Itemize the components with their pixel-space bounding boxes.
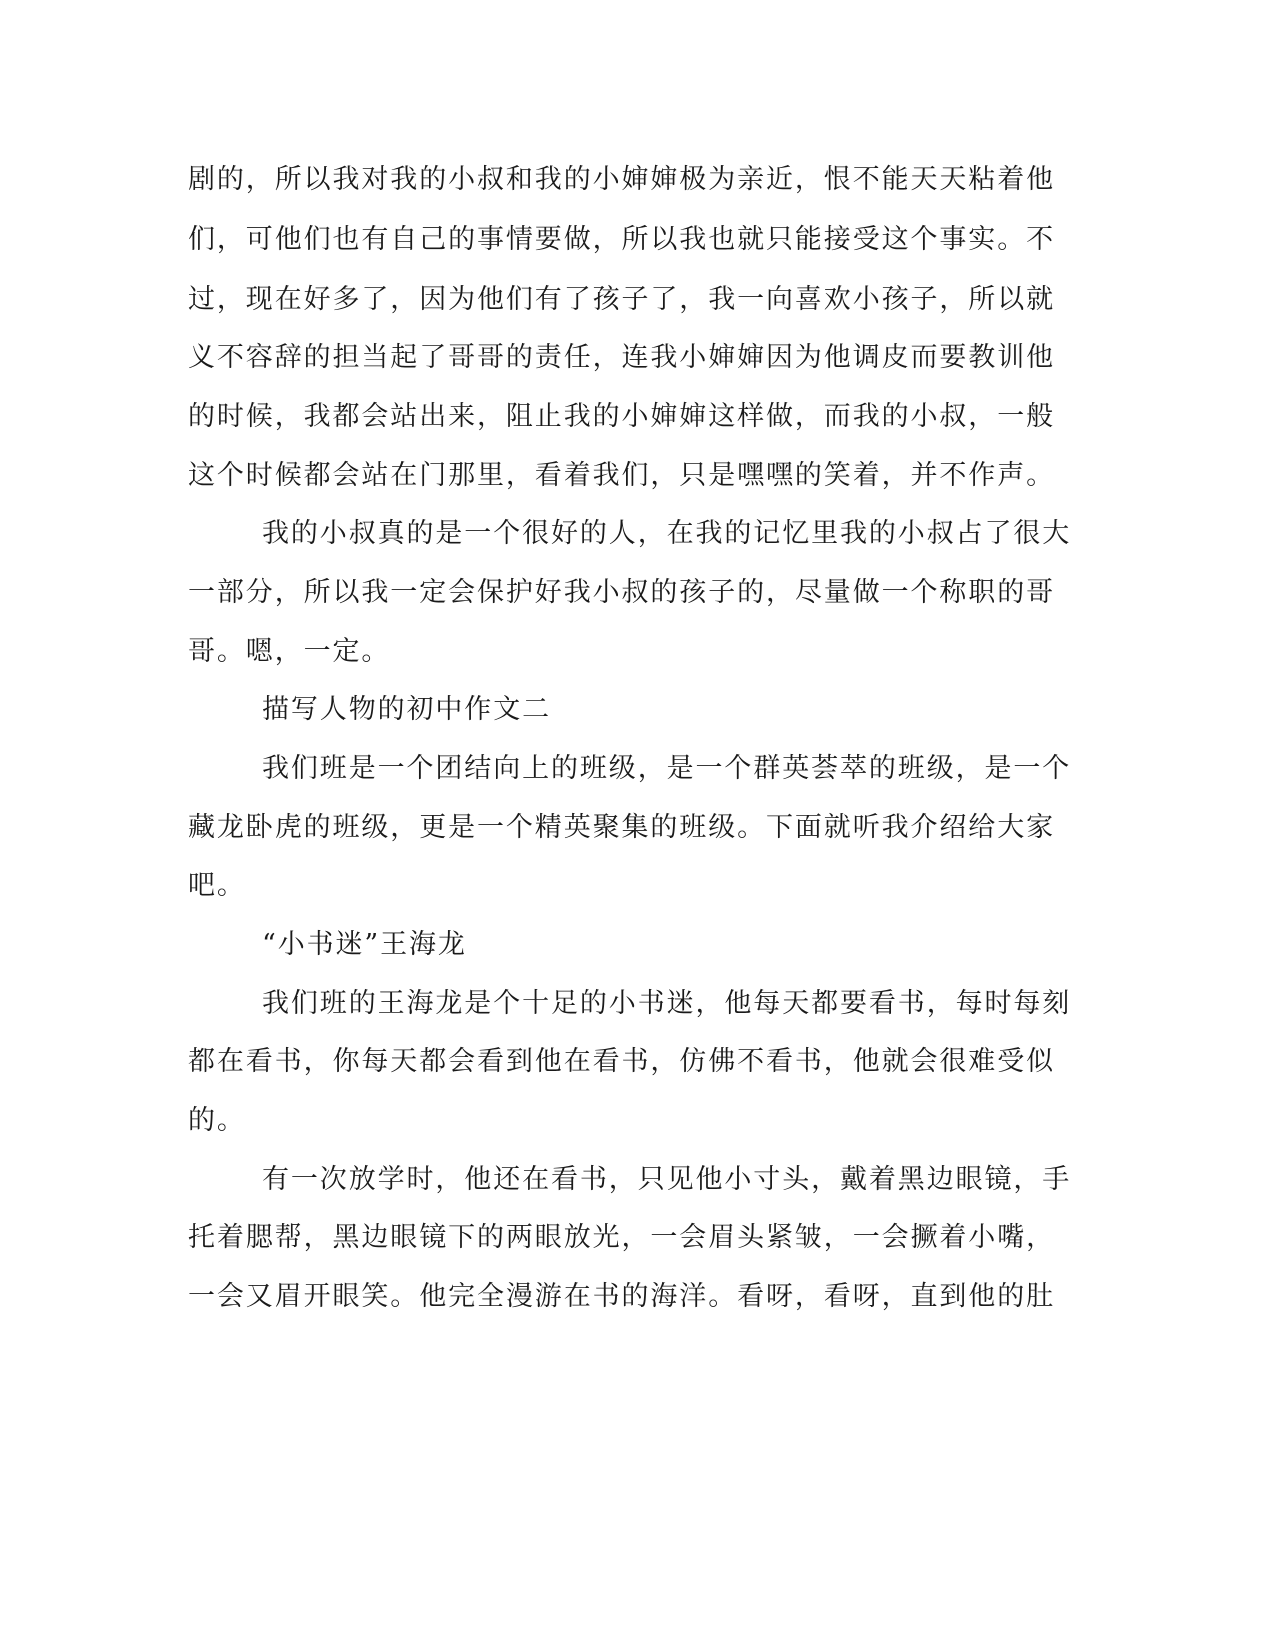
subheading: “小书迷”王海龙: [262, 929, 467, 960]
text-line: 藏龙卧虎的班级，更是一个精英聚集的班级。下面就听我介绍给大家: [188, 812, 1055, 843]
section-heading: 描写人物的初中作文二: [262, 694, 551, 725]
text-line: 这个时候都会站在门那里，看着我们，只是嘿嘿的笑着，并不作声。: [188, 460, 1055, 491]
text-line: 们，可他们也有自己的事情要做，所以我也就只能接受这个事实。不: [188, 224, 1055, 255]
text-line: 托着腮帮，黑边眼镜下的两眼放光，一会眉头紧皱，一会撅着小嘴，: [188, 1222, 1055, 1253]
text-line: 哥。嗯，一定。: [188, 636, 391, 667]
text-line: 义不容辞的担当起了哥哥的责任，连我小婶婶因为他调皮而要教训他: [188, 342, 1055, 373]
text-line: 剧的，所以我对我的小叔和我的小婶婶极为亲近，恨不能天天粘着他: [188, 164, 1055, 195]
text-line: 都在看书，你每天都会看到他在看书，仿佛不看书，他就会很难受似: [188, 1046, 1055, 1077]
text-line: 一部分，所以我一定会保护好我小叔的孩子的，尽量做一个称职的哥: [188, 577, 1055, 608]
text-line: 的。: [188, 1105, 246, 1136]
text-line: 一会又眉开眼笑。他完全漫游在书的海洋。看呀，看呀，直到他的肚: [188, 1281, 1055, 1312]
paragraph-start-line: 我们班是一个团结向上的班级，是一个群英荟萃的班级，是一个: [262, 753, 1072, 784]
paragraph-start-line: 有一次放学时，他还在看书，只见他小寸头，戴着黑边眼镜，手: [262, 1164, 1072, 1195]
text-line: 吧。: [188, 870, 246, 901]
paragraph-start-line: 我们班的王海龙是个十足的小书迷，他每天都要看书，每时每刻: [262, 988, 1072, 1019]
text-line: 过，现在好多了，因为他们有了孩子了，我一向喜欢小孩子，所以就: [188, 284, 1055, 315]
paragraph-start-line: 我的小叔真的是一个很好的人，在我的记忆里我的小叔占了很大: [262, 518, 1072, 549]
text-line: 的时候，我都会站出来，阻止我的小婶婶这样做，而我的小叔，一般: [188, 401, 1055, 432]
